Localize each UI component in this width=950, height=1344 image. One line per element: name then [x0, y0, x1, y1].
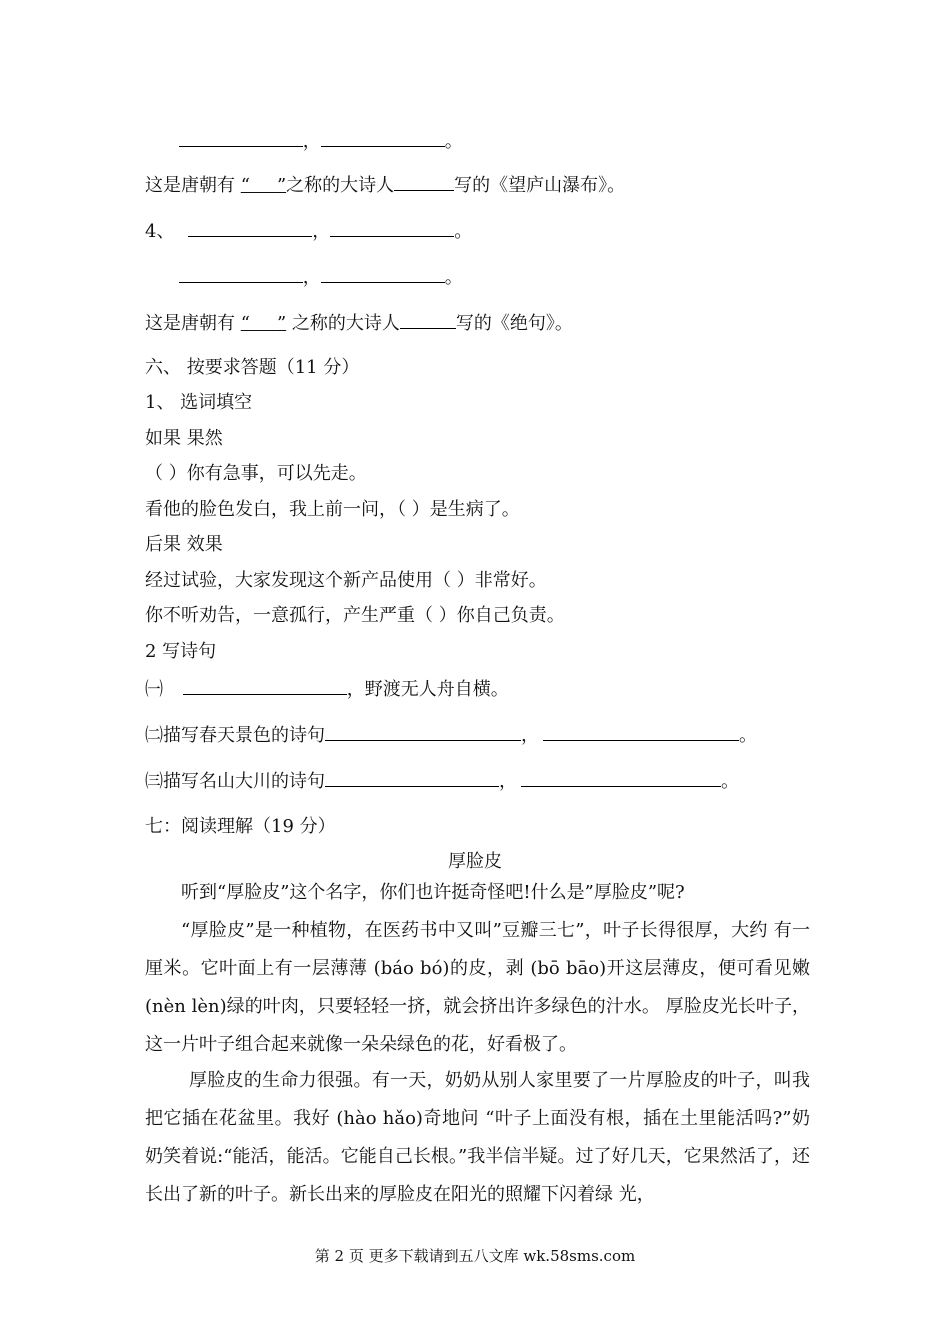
word-choices-1: 如果 果然	[145, 428, 223, 449]
poem-fill-1: ㈠ ，野渡无人舟自横。	[145, 676, 509, 702]
article-paragraph-1: 听到“厚脸皮”这个名字，你们也许挺奇怪吧!什么是”厚脸皮”呢?	[181, 882, 685, 903]
poet-blank[interactable]	[400, 310, 456, 329]
article-title: 厚脸皮	[448, 851, 502, 872]
poem-fill-3: ㈢描写名山大川的诗句 ， 。	[145, 768, 739, 794]
verse-blank[interactable]	[325, 722, 521, 741]
poem-fill-2: ㈡描写春天景色的诗句 ， 。	[145, 722, 757, 748]
sentence-4: 你不听劝告，一意孤行，产生严重（ ）你自己负责。	[145, 605, 565, 626]
sentence-2: 看他的脸色发白，我上前一问，（ ）是生病了。	[145, 499, 520, 520]
sentence-1: （ ）你有急事，可以先走。	[145, 463, 367, 484]
poem-line-4b: ， 。	[145, 264, 463, 290]
section-6-title: 六、 按要求答题（11 分）	[145, 357, 360, 378]
word-choices-2: 后果 效果	[145, 534, 223, 555]
section-7-title: 七：阅读理解（19 分）	[145, 816, 336, 837]
answer-blank[interactable]	[321, 264, 445, 283]
page-footer: 第 2 页 更多下载请到五八文库 wk.58sms.com	[314, 1247, 636, 1265]
answer-blank[interactable]	[179, 128, 303, 147]
poet-blank[interactable]	[394, 172, 454, 191]
answer-blank[interactable]	[330, 218, 454, 237]
verse-blank[interactable]	[543, 722, 739, 741]
answer-blank[interactable]	[188, 218, 312, 237]
article-paragraph-3: 厚脸皮的生命力很强。有一天，奶奶从别人家里要了一片厚脸皮的叶子，叫我把它插在花盆里。我好 (hào hǎo)奇地问 “叶子上面没有根，插在土里能活吗?”奶奶笑着说:“能活，能活。它能自己长根。”我半信半疑。过了好几天，它果然活了，还长出了新的叶子。新长出来的厚脸皮在阳光的照耀下闪着绿 光，	[145, 1070, 810, 1205]
question-3-poet: 这是唐朝有 “ ”之称的大诗人 写的《望庐山瀑布》。	[145, 172, 625, 198]
question-2-title: 2 写诗句	[145, 641, 217, 662]
question-4: 4、 ， 。	[145, 218, 472, 244]
verse-blank[interactable]	[325, 768, 499, 787]
question-1-title: 1、 选词填空	[145, 392, 253, 413]
verse-blank[interactable]	[183, 676, 347, 695]
answer-blank[interactable]	[321, 128, 445, 147]
verse-blank[interactable]	[521, 768, 721, 787]
title-blank[interactable]: “ ”	[240, 175, 287, 196]
sentence-3: 经过试验，大家发现这个新产品使用（ ）非常好。	[145, 570, 547, 591]
question-4-poet: 这是唐朝有 “ ” 之称的大诗人 写的《绝句》。	[145, 310, 573, 336]
title-blank[interactable]: “ ”	[240, 313, 287, 334]
answer-blank[interactable]	[179, 264, 303, 283]
poem-line-3b: ， 。	[145, 128, 463, 154]
article-paragraph-2: “厚脸皮”是一种植物，在医药书中又叫”豆瓣三七”，叶子长得很厚，大约 有一厘米。它叶面上有一层薄薄 (báo bó)的皮，剥 (bō bāo)开这层薄皮，便可看见嫩(nèn lèn)绿的叶肉，只要轻轻一挤，就会挤出许多绿色的汁水。 厚脸皮光长叶子，这一片叶子组合起来就像一朵朵绿色的花，好看极了。	[145, 920, 810, 1055]
